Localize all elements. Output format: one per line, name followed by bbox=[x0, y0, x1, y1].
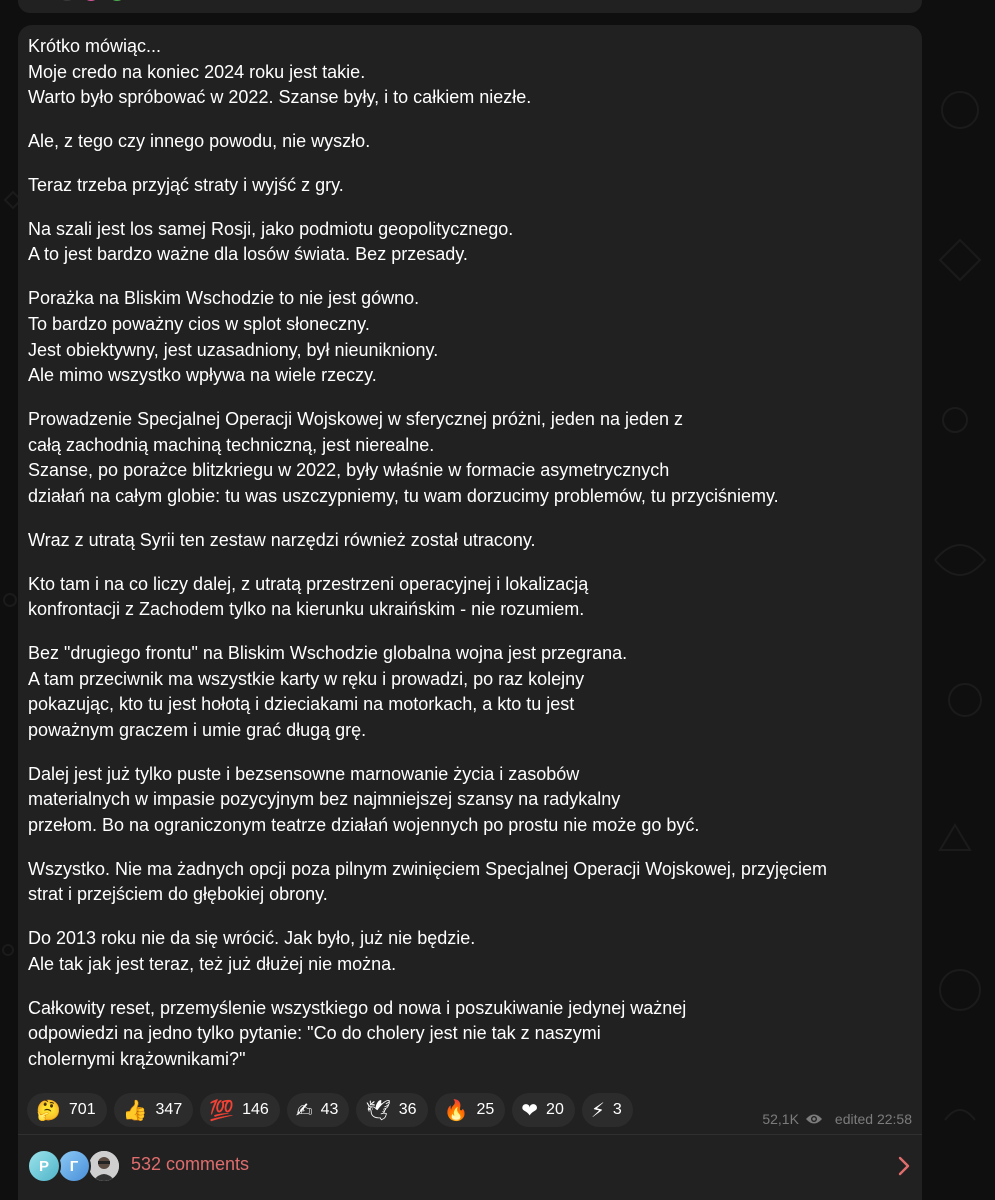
reaction-button[interactable] bbox=[27, 1093, 107, 1127]
reaction-button[interactable] bbox=[114, 1093, 194, 1127]
reaction-count: 20 bbox=[546, 1101, 564, 1118]
post-paragraph: Ale, z tego czy innego powodu, nie wyszło. bbox=[28, 131, 371, 152]
reaction-count: 347 bbox=[155, 1101, 183, 1118]
post-paragraph: Krótko mówiąc... Moje credo na koniec 2024 roku jest takie. Warto było spróbować w 2022. Szanse były, i to całkiem niezłe. bbox=[28, 36, 532, 108]
reaction-button[interactable] bbox=[512, 1093, 575, 1127]
reaction-count: 36 bbox=[398, 1101, 417, 1118]
thinking-face-icon: 🤔 bbox=[36, 1098, 61, 1122]
reaction-button[interactable] bbox=[287, 1093, 350, 1127]
post-text bbox=[28, 34, 898, 1073]
post-paragraph: Na szali jest los samej Rosji, jako podmiotu geopolitycznego. A to jest bardzo ważne dla losów świata. Bez przesady. bbox=[28, 218, 514, 265]
reactions-bar bbox=[27, 1093, 633, 1127]
post-paragraph: Dalej jest już tylko puste i bezsensowne marnowanie życia i zasobów materialnych w impasie pozycyjnym bez najmniejszej szansy na radykalny przełom. Bo na ograniczonym teatrze działań wojennych po prostu nie może go być. bbox=[28, 763, 700, 835]
thumbs-up-icon: 👍 bbox=[122, 1098, 148, 1122]
avatar: Г bbox=[57, 1149, 91, 1183]
view-count: 52,1K bbox=[762, 1111, 799, 1127]
reaction-count: 701 bbox=[68, 1101, 96, 1118]
post-meta bbox=[762, 1111, 912, 1127]
fire-icon: 🔥 bbox=[443, 1098, 469, 1122]
eye-icon bbox=[805, 1113, 823, 1125]
edited-timestamp: edited 22:58 bbox=[834, 1111, 912, 1127]
avatar: Р bbox=[27, 1149, 61, 1183]
post-paragraph: Wraz z utratą Syrii ten zestaw narzędzi również został utracony. bbox=[28, 529, 536, 550]
post-paragraph: Porażka na Bliskim Wschodzie to nie jest gówno. To bardzo poważny cios w splot słoneczny. Jest obiektywny, jest uzasadniony, był nieunikniony. Ale mimo wszystko wpływa na wiele rzeczy. bbox=[28, 288, 439, 386]
post-paragraph: Wszystko. Nie ma żadnych opcji poza pilnym zwinięciem Specjalnej Operacji Wojskowej, przyjęciem strat i przejściem do głębokiej obrony. bbox=[28, 858, 827, 905]
user-photo-icon bbox=[89, 1151, 119, 1181]
avatar bbox=[56, 0, 78, 3]
lightning-icon: ⚡ bbox=[590, 1098, 605, 1122]
reaction-count: 43 bbox=[320, 1101, 339, 1118]
reaction-count: 25 bbox=[476, 1101, 495, 1118]
post-paragraph: Teraz trzeba przyjąć straty i wyjść z gry. bbox=[28, 174, 344, 195]
avatar bbox=[106, 0, 128, 3]
reaction-button[interactable] bbox=[435, 1093, 506, 1127]
dove-icon: 🕊 bbox=[365, 1098, 391, 1122]
chevron-right-icon[interactable] bbox=[898, 1156, 910, 1176]
post-paragraph: Do 2013 roku nie da się wrócić. Jak było, już nie będzie. Ale tak jak jest teraz, też już dłużej nie można. bbox=[28, 928, 476, 974]
avatar bbox=[87, 1149, 121, 1183]
comments-button[interactable] bbox=[18, 1135, 922, 1200]
reaction-button[interactable] bbox=[200, 1093, 280, 1127]
reaction-button[interactable] bbox=[582, 1093, 633, 1127]
previous-message-bubble bbox=[18, 0, 922, 13]
post-paragraph: Prowadzenie Specjalnej Operacji Wojskowej w sferycznej próżni, jeden na jeden z całą zachodnią machiną techniczną, jest nierealne. Szanse, po porażce blitzkriegu w 2022, były właśnie w formacie asymetrycznych działań na całym globie: tu was uszczypniemy, tu wam dorzucimy problemów, tu przyciśniemy. bbox=[28, 409, 779, 506]
reaction-count: 146 bbox=[242, 1101, 269, 1118]
hundred-points-icon: 💯 bbox=[209, 1098, 235, 1122]
reaction-button[interactable] bbox=[356, 1093, 427, 1127]
post-paragraph: Całkowity reset, przemyślenie wszystkiego od nowa i poszukiwanie jedynej ważnej odpowiedzi na jedno tylko pytanie: "Co do cholery jest nie tak z naszymi cholernymi krążownikami?" bbox=[28, 997, 687, 1069]
red-heart-icon: ❤ bbox=[521, 1098, 539, 1122]
post-paragraph: Bez "drugiego frontu" na Bliskim Wschodzie globalna wojna jest przegrana. A tam przeciwnik ma wszystkie karty w ręku i prowadzi, po raz kolejny pokazując, kto tu jest hołotą i dzieciakami na motorkach, a kto tu jest poważnym graczem i umie grać długą grę. bbox=[28, 643, 628, 740]
channel-post-bubble bbox=[18, 25, 922, 1200]
reaction-count: 3 bbox=[612, 1101, 622, 1118]
writing-hand-icon: ✍ bbox=[295, 1098, 313, 1122]
comments-count-link[interactable]: 532 comments bbox=[131, 1154, 250, 1174]
avatar bbox=[80, 0, 102, 3]
post-paragraph: Kto tam i na co liczy dalej, z utratą przestrzeni operacyjnej i lokalizacją konfrontacji z Zachodem tylko na kierunku ukraińskim - nie rozumiem. bbox=[28, 573, 589, 620]
